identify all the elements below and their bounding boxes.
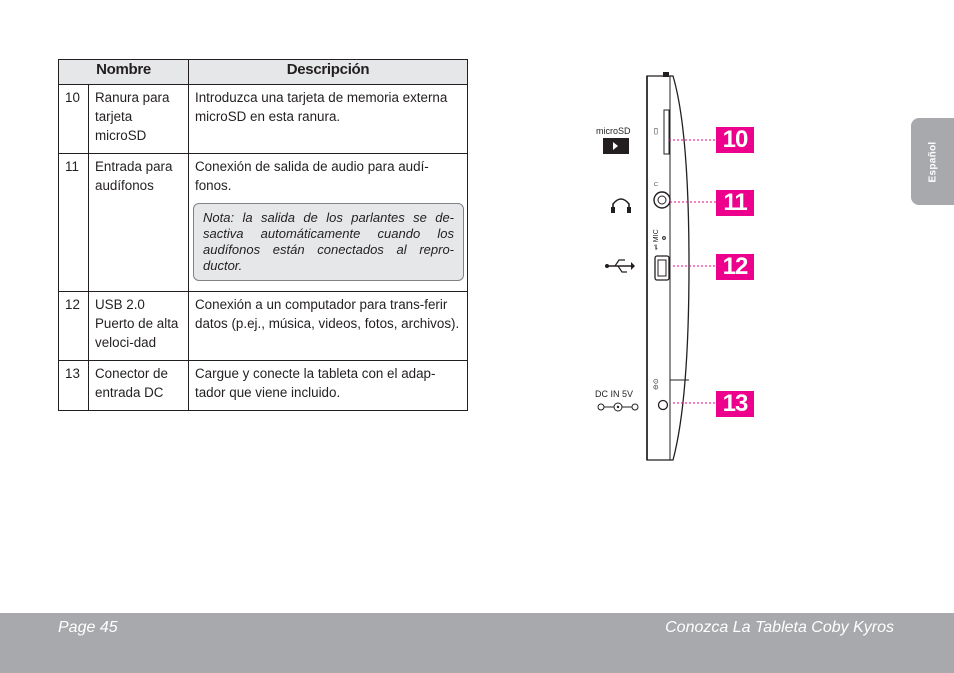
language-tab xyxy=(911,118,954,205)
row-number: 13 xyxy=(59,361,89,411)
row-name: Entrada para audífonos xyxy=(89,154,189,292)
callout-11: 11 xyxy=(716,190,754,216)
row-number: 10 xyxy=(59,85,89,154)
note-box: Nota: la salida de los parlantes se de-sactiva automáticamente cuando los audífonos están conectados al repro-ductor. xyxy=(193,203,464,281)
callout-13: 13 xyxy=(716,391,754,417)
row-name: Ranura para tarjeta microSD xyxy=(89,85,189,154)
page-footer xyxy=(0,613,954,673)
microsd-label: microSD xyxy=(596,126,631,136)
svg-text:▭: ▭ xyxy=(651,127,660,135)
header-description: Descripción xyxy=(189,60,468,85)
row-name: USB 2.0 Puerto de alta veloci-dad xyxy=(89,292,189,361)
svg-text:⊖⊙: ⊖⊙ xyxy=(653,378,660,390)
row-description: Conexión a un computador para trans-ferir datos (p.ej., música, videos, fotos, archivos). xyxy=(189,292,468,361)
language-tab-label: Español xyxy=(927,141,938,182)
callout-12: 12 xyxy=(716,254,754,280)
device-side-diagram xyxy=(585,70,775,465)
svg-text:⇌ MIC: ⇌ MIC xyxy=(653,229,660,250)
row-number: 12 xyxy=(59,292,89,361)
table-header-row xyxy=(59,60,468,85)
row-description: Cargue y conecte la tableta con el adap-tador que viene incluido. xyxy=(189,361,468,411)
row-name: Conector de entrada DC xyxy=(89,361,189,411)
table-row xyxy=(59,85,468,154)
svg-text:∩: ∩ xyxy=(651,181,660,187)
dc-in-label: DC IN 5V xyxy=(595,389,634,399)
spec-table xyxy=(58,59,468,411)
table-row xyxy=(59,292,468,361)
row-number: 11 xyxy=(59,154,89,292)
row-description: Conexión de salida de audio para audí-fonos. xyxy=(195,159,429,193)
callout-10: 10 xyxy=(716,127,754,153)
row-description-cell xyxy=(189,154,468,292)
row-description: Introduzca una tarjeta de memoria externa microSD en esta ranura. xyxy=(189,85,468,154)
table-row xyxy=(59,361,468,411)
table-row xyxy=(59,154,468,292)
header-name: Nombre xyxy=(59,60,189,85)
page-number: Page 45 xyxy=(58,619,118,636)
footer-title: Conozca La Tableta Coby Kyros xyxy=(665,619,894,636)
